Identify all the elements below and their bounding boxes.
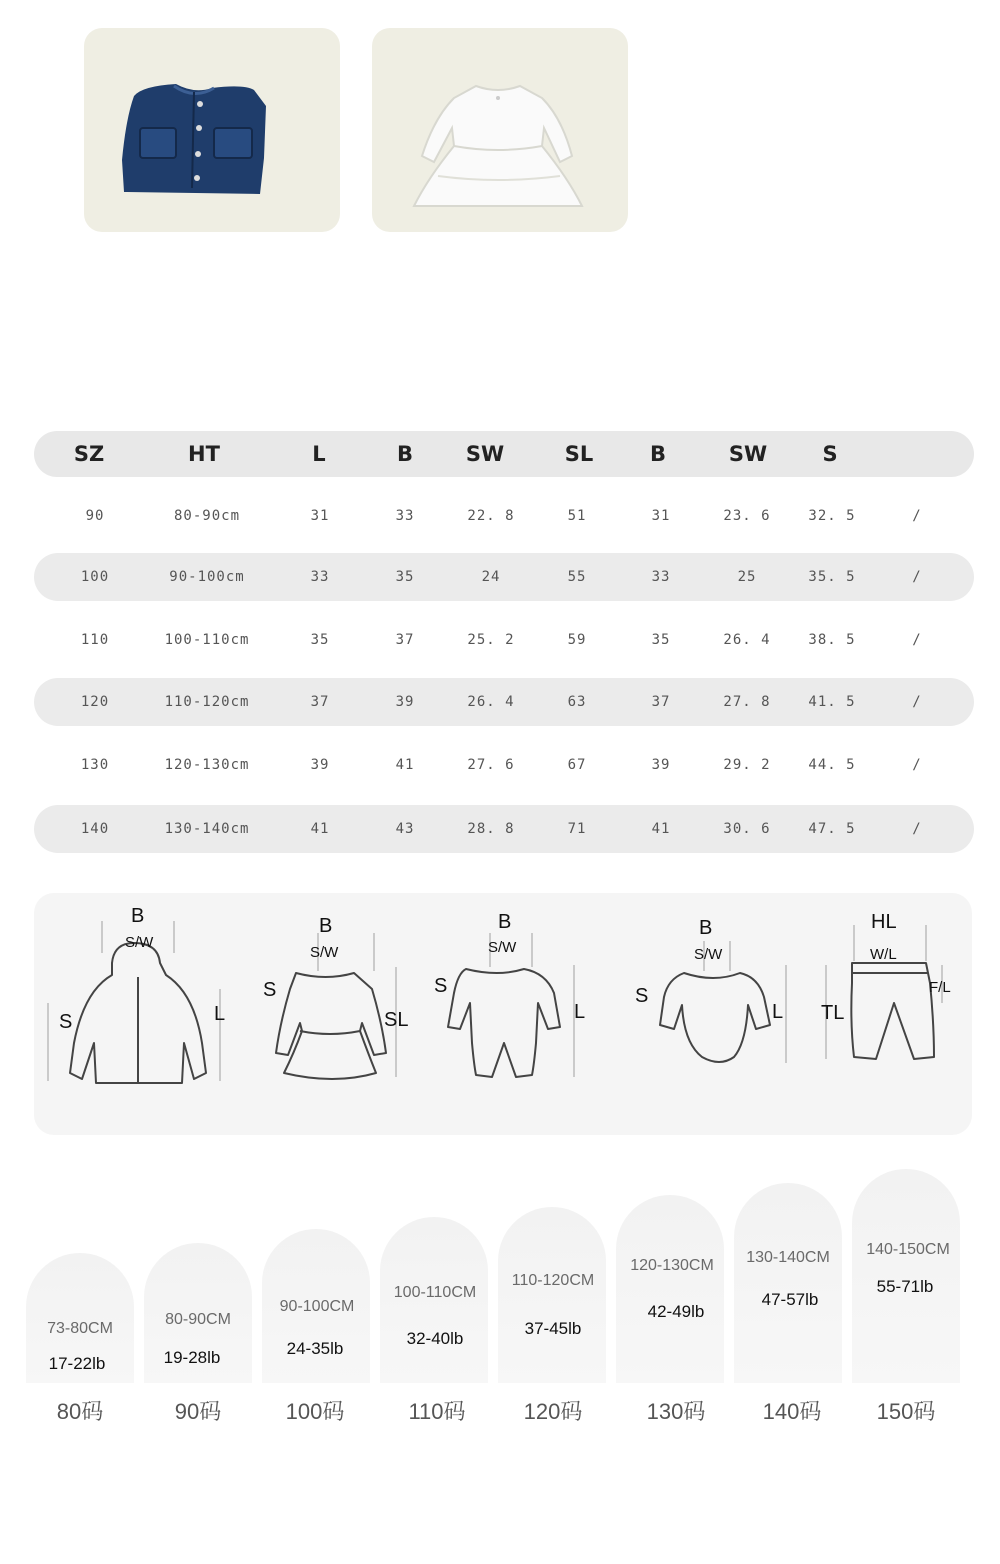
table-cell: 26. 4 bbox=[723, 632, 771, 648]
size-dome-150 bbox=[852, 1169, 960, 1383]
dress-b-label: B bbox=[319, 915, 333, 937]
table-cell: 43 bbox=[395, 821, 415, 837]
table-cell: 71 bbox=[567, 821, 587, 837]
size-height: 130-140CM bbox=[746, 1249, 830, 1266]
table-cell: 35 bbox=[651, 632, 671, 648]
table-cell: 44. 5 bbox=[808, 757, 856, 773]
size-weight: 24-35lb bbox=[286, 1339, 344, 1358]
size-weight: 47-57lb bbox=[761, 1290, 819, 1309]
size-weight: 37-45lb bbox=[524, 1319, 582, 1338]
table-cell: 110-120cm bbox=[164, 694, 250, 710]
col-sz: SZ bbox=[73, 442, 105, 466]
size-height: 120-130CM bbox=[630, 1257, 714, 1274]
table-cell: 25. 2 bbox=[467, 632, 515, 648]
dress-sl-label: SL bbox=[384, 1009, 409, 1031]
table-cell: 27. 6 bbox=[467, 757, 515, 773]
size-label: 120码 bbox=[523, 1399, 583, 1424]
table-cell: / bbox=[912, 632, 922, 648]
size-label: 110码 bbox=[408, 1399, 466, 1424]
table-cell: 31 bbox=[310, 508, 330, 524]
table-cell: 100-110cm bbox=[164, 632, 250, 648]
table-cell: 120-130cm bbox=[164, 757, 250, 773]
jumpsuit-s-label: S bbox=[434, 975, 448, 997]
size-weight: 42-49lb bbox=[647, 1302, 705, 1321]
table-cell: 32. 5 bbox=[808, 508, 856, 524]
jumpsuit-sw-label: S/W bbox=[488, 939, 517, 956]
jumpsuit-l-label: L bbox=[574, 1001, 586, 1023]
col-sw: SW bbox=[465, 442, 505, 466]
table-cell: / bbox=[912, 694, 922, 710]
table-cell: 140 bbox=[80, 821, 110, 837]
table-cell: 110 bbox=[80, 632, 110, 648]
dress-sw-label: S/W bbox=[310, 944, 339, 961]
table-row bbox=[34, 805, 974, 853]
table-cell: 63 bbox=[567, 694, 587, 710]
size-height: 90-100CM bbox=[279, 1298, 355, 1315]
bodysuit-b-label: B bbox=[699, 917, 713, 939]
table-cell: 26. 4 bbox=[467, 694, 515, 710]
table-row bbox=[34, 616, 974, 664]
table-cell: 39 bbox=[651, 757, 671, 773]
table-row bbox=[34, 741, 974, 789]
size-dome-140 bbox=[734, 1183, 842, 1383]
size-label: 90码 bbox=[174, 1399, 222, 1424]
table-cell: 35 bbox=[395, 569, 415, 585]
table-cell: 37 bbox=[651, 694, 671, 710]
table-cell: / bbox=[912, 757, 922, 773]
table-cell: / bbox=[912, 508, 922, 524]
table-cell: 39 bbox=[395, 694, 415, 710]
table-cell: 41 bbox=[310, 821, 330, 837]
size-label: 80码 bbox=[56, 1399, 104, 1424]
white-dress-photo bbox=[372, 28, 628, 232]
table-cell: 29. 2 bbox=[723, 757, 771, 773]
jacket-sw-label: S/W bbox=[125, 934, 154, 951]
table-cell: 22. 8 bbox=[467, 508, 515, 524]
table-cell: 41. 5 bbox=[808, 694, 856, 710]
table-cell: 24 bbox=[481, 569, 501, 585]
table-cell: 130 bbox=[80, 757, 110, 773]
size-table-header bbox=[34, 431, 974, 477]
table-cell: 90 bbox=[85, 508, 105, 524]
table-cell: 30. 6 bbox=[723, 821, 771, 837]
table-cell: 35 bbox=[310, 632, 330, 648]
size-height: 73-80CM bbox=[47, 1320, 113, 1337]
table-cell: 80-90cm bbox=[173, 508, 241, 524]
jacket-l-label: L bbox=[214, 1003, 226, 1025]
col-l: L bbox=[312, 442, 326, 466]
pants-fl-label: F/L bbox=[929, 979, 951, 996]
size-height: 140-150CM bbox=[866, 1241, 950, 1258]
size-dome-130 bbox=[616, 1195, 724, 1383]
table-cell: 51 bbox=[567, 508, 587, 524]
table-cell: 33 bbox=[310, 569, 330, 585]
col-s: S bbox=[822, 442, 838, 466]
size-weight: 19-28lb bbox=[163, 1348, 221, 1367]
table-cell: 27. 8 bbox=[723, 694, 771, 710]
table-cell: 23. 6 bbox=[723, 508, 771, 524]
table-row bbox=[34, 678, 974, 726]
jacket-b-label: B bbox=[131, 905, 145, 927]
size-label: 100码 bbox=[285, 1399, 345, 1424]
col-b2: B bbox=[649, 442, 667, 466]
col-ht: HT bbox=[188, 442, 220, 466]
table-cell: 33 bbox=[395, 508, 415, 524]
table-row bbox=[34, 553, 974, 601]
table-cell: 35. 5 bbox=[808, 569, 856, 585]
table-cell: 39 bbox=[310, 757, 330, 773]
table-cell: 41 bbox=[395, 757, 415, 773]
table-cell: 55 bbox=[567, 569, 587, 585]
table-cell: 90-100cm bbox=[169, 569, 245, 585]
size-height: 110-120CM bbox=[511, 1272, 595, 1289]
table-cell: 59 bbox=[567, 632, 587, 648]
size-weight: 55-71lb bbox=[876, 1277, 934, 1296]
table-cell: 120 bbox=[80, 694, 110, 710]
pants-wl-label: W/L bbox=[870, 946, 897, 963]
table-cell: 130-140cm bbox=[164, 821, 250, 837]
table-cell: 37 bbox=[310, 694, 330, 710]
table-cell: / bbox=[912, 821, 922, 837]
col-b: B bbox=[396, 442, 414, 466]
table-cell: / bbox=[912, 569, 922, 585]
pants-hl-label: HL bbox=[871, 911, 897, 933]
table-cell: 47. 5 bbox=[808, 821, 856, 837]
table-cell: 37 bbox=[395, 632, 415, 648]
table-cell: 31 bbox=[651, 508, 671, 524]
jacket-s-label: S bbox=[59, 1011, 73, 1033]
table-cell: 67 bbox=[567, 757, 587, 773]
size-weight: 17-22lb bbox=[48, 1354, 106, 1373]
bodysuit-l-label: L bbox=[772, 1001, 784, 1023]
table-cell: 25 bbox=[737, 569, 757, 585]
table-row bbox=[34, 492, 974, 540]
col-sl: SL bbox=[564, 442, 594, 466]
size-height: 100-110CM bbox=[393, 1284, 477, 1301]
pants-tl-label: TL bbox=[821, 1002, 845, 1024]
bodysuit-sw-label: S/W bbox=[694, 946, 723, 963]
size-weight: 32-40lb bbox=[406, 1329, 464, 1348]
table-cell: 33 bbox=[651, 569, 671, 585]
jumpsuit-b-label: B bbox=[498, 911, 512, 933]
size-label: 130码 bbox=[646, 1399, 706, 1424]
table-cell: 28. 8 bbox=[467, 821, 515, 837]
size-height: 80-90CM bbox=[165, 1311, 231, 1328]
size-dome-120 bbox=[498, 1207, 606, 1383]
table-cell: 41 bbox=[651, 821, 671, 837]
measurement-diagram bbox=[34, 893, 972, 1135]
size-label: 140码 bbox=[762, 1399, 822, 1424]
bodysuit-s-label: S bbox=[635, 985, 649, 1007]
dress-s-label: S bbox=[263, 979, 277, 1001]
denim-vest-photo bbox=[84, 28, 340, 232]
table-cell: 100 bbox=[80, 569, 110, 585]
table-cell: 38. 5 bbox=[808, 632, 856, 648]
size-label: 150码 bbox=[876, 1399, 936, 1424]
col-sw2: SW bbox=[728, 442, 768, 466]
